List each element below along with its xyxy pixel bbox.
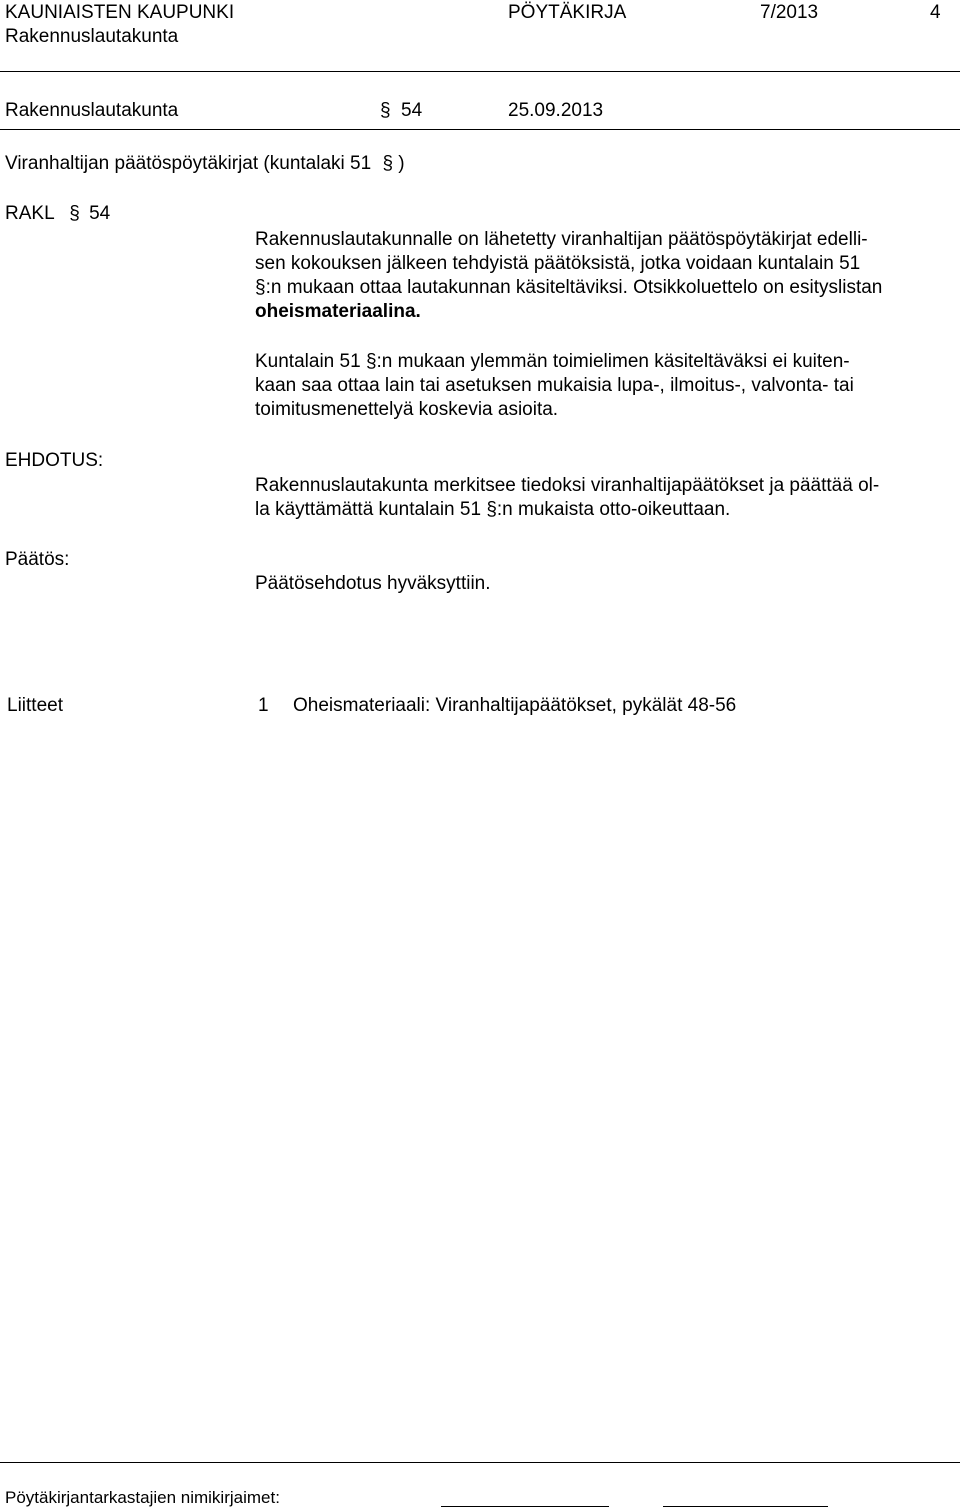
header-doc-number: 7/2013 [760, 2, 819, 23]
header-org: KAUNIAISTEN KAUPUNKI [5, 2, 235, 23]
attachments-number: 1 [258, 695, 269, 716]
meeting-date: 25.09.2013 [508, 100, 604, 121]
item-ref-number: 54 [89, 203, 111, 224]
proposal-line-2-suffix: :n mukaista otto-oikeuttaan. [496, 499, 731, 520]
proposal-label: EHDOTUS: [5, 450, 104, 471]
proposal-text [255, 474, 960, 522]
attachments-label: Liitteet [7, 695, 63, 716]
item-title-text: Viranhaltijan päätöspöytäkirjat (kuntalaki 51 [5, 153, 372, 174]
paragraph-2-line-1-prefix: Kuntalain 51 [255, 351, 361, 372]
item-title [5, 152, 405, 176]
proposal-line-2 [255, 498, 960, 522]
paragraph-1-line-3 [255, 276, 960, 300]
paragraph-1-line-4: oheismateriaalina. [255, 301, 421, 322]
paragraph-2-line-1 [255, 350, 960, 374]
proposal-symbol: § [486, 499, 497, 520]
proposal-line-2-prefix: la käyttämättä kuntalain 51 [255, 499, 482, 520]
paragraph-2 [255, 350, 960, 422]
meeting-rule [0, 129, 960, 130]
paragraph-2-line-3: toimitusmenettelyä koskevia asioita. [255, 399, 559, 420]
signature-label: Pöytäkirjantarkastajien nimikirjaimet: [5, 1488, 280, 1507]
attachments-text: Oheismateriaali: Viranhaltijapäätökset, pykälät 48-56 [293, 695, 737, 716]
meeting-section-number: 54 [401, 100, 423, 121]
paragraph-1 [255, 228, 960, 324]
footer-rule [0, 1462, 960, 1463]
signature-line-2 [663, 1506, 828, 1507]
paragraph-1-symbol: § [255, 277, 266, 298]
item-ref [5, 202, 110, 226]
item-title-suffix: ) [398, 153, 405, 174]
paragraph-2-line-1-suffix: :n mukaan ylemmän toimielimen käsiteltäväksi ei kuiten- [376, 351, 850, 372]
paragraph-1-line-2: sen kokouksen jälkeen tehdyistä päätöksistä, jotka voidaan kuntalain 51 [255, 253, 861, 274]
header-rule [0, 71, 960, 72]
signature-line-1 [441, 1506, 609, 1507]
decision-text: Päätösehdotus hyväksyttiin. [255, 573, 491, 594]
paragraph-2-line-2: kaan saa ottaa lain tai asetuksen mukaisia lupa-, ilmoitus-, valvonta- tai [255, 375, 854, 396]
item-ref-prefix: RAKL [5, 203, 54, 224]
paragraph-2-symbol: § [365, 351, 377, 372]
item-ref-symbol: § [69, 203, 80, 224]
meeting-section-symbol: § [380, 100, 391, 121]
paragraph-1-line-1: Rakennuslautakunnalle on lähetetty viranhaltijan päätöspöytäkirjat edelli- [255, 229, 868, 250]
header-committee: Rakennuslautakunta [5, 26, 179, 47]
paragraph-1-line-3-text: :n mukaan ottaa lautakunnan käsiteltäviksi. Otsikkoluettelo on esityslistan [265, 277, 883, 298]
item-title-symbol: § [382, 153, 394, 174]
decision-label: Päätös: [5, 549, 70, 570]
header-page-number: 4 [930, 2, 941, 23]
proposal-line-1: Rakennuslautakunta merkitsee tiedoksi viranhaltijapäätökset ja päättää ol- [255, 475, 880, 496]
header-doc-type: PÖYTÄKIRJA [508, 2, 627, 23]
meeting-committee: Rakennuslautakunta [5, 100, 179, 121]
